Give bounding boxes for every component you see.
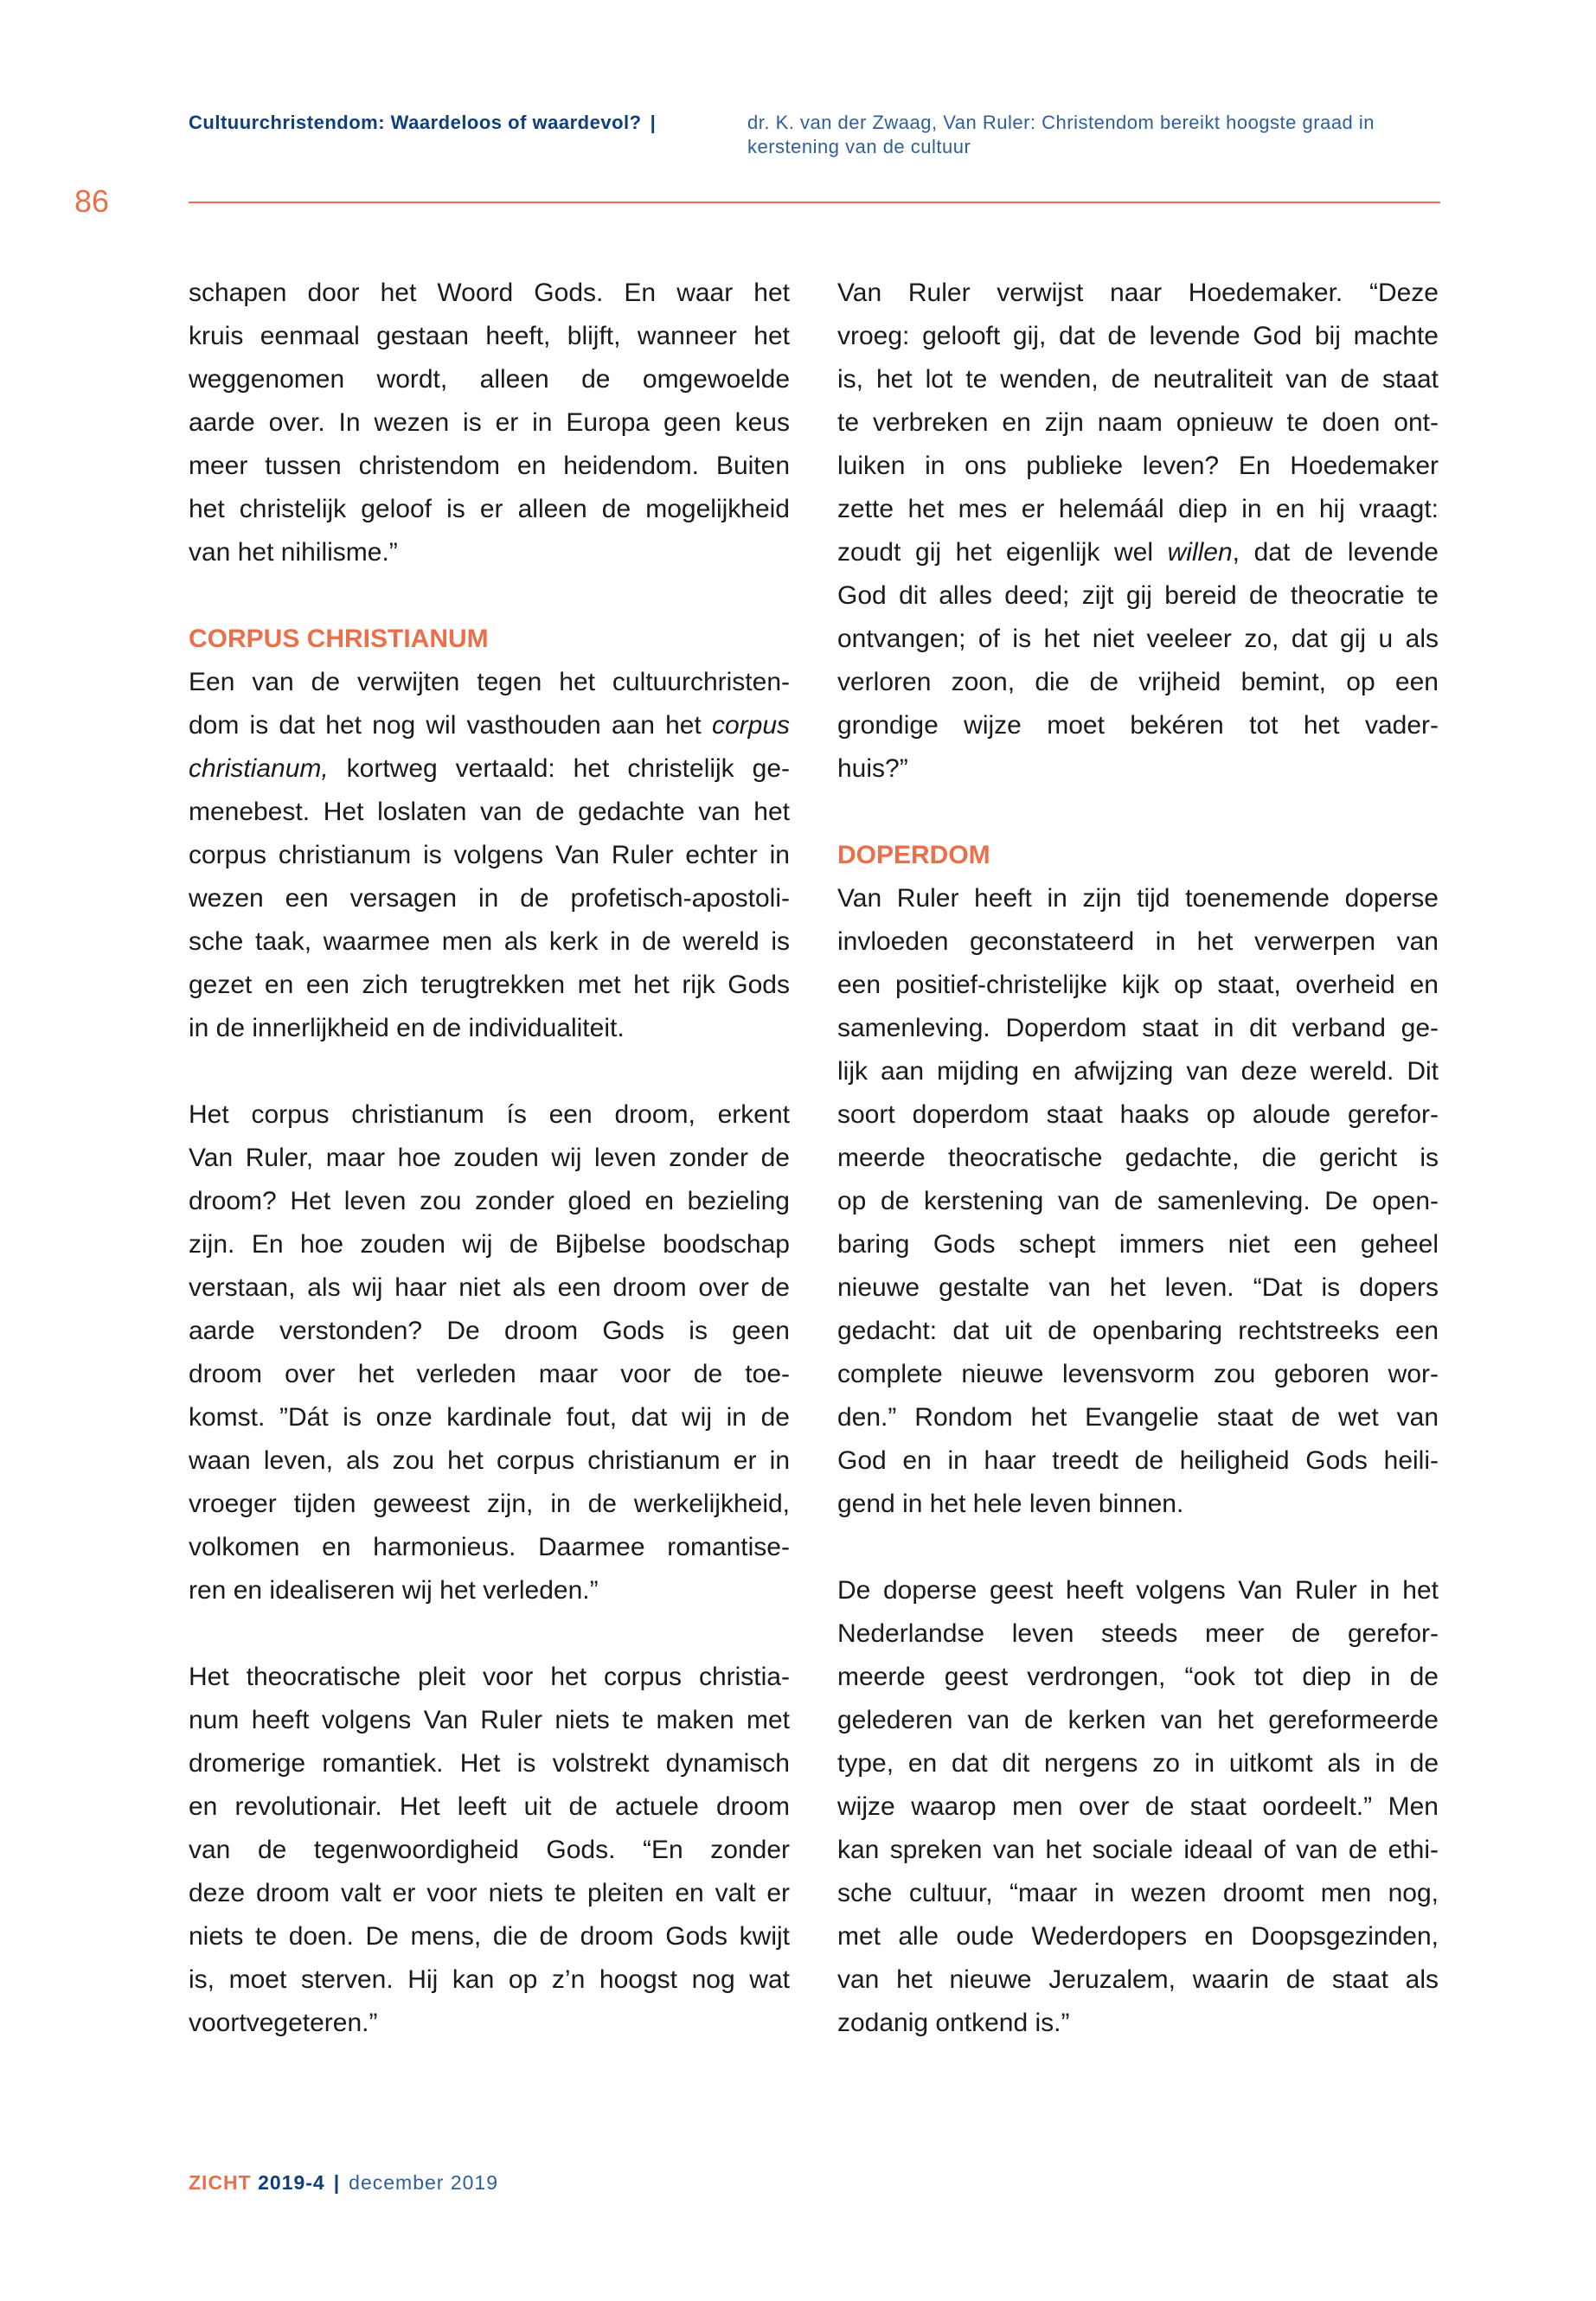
text-line [837,964,1439,1007]
text-line [189,1223,790,1266]
paragraph-gap [837,1526,1439,1569]
text-run: aarde over. In wezen is er in Europa geen keus [189,408,790,437]
text-line [837,1180,1439,1223]
text-line [189,1656,790,1699]
italic-text: christianum, [189,754,329,783]
text-line [189,1180,790,1223]
paragraph [189,661,790,1050]
right-column [837,272,1439,2045]
text-run: ontvangen; of is het niet veeleer zo, dat gij u als [837,625,1439,653]
text-run: vroeg: gelooft gij, dat de levende God bij machte [837,322,1439,350]
text-line [189,1007,790,1050]
text-run: van het nihilisme.” [189,538,398,567]
text-line [837,272,1439,315]
text-line [189,1093,790,1137]
footer-date: december 2019 [349,2171,499,2194]
text-run: zette het mes er helemáál diep in en hij vraagt: [837,495,1439,523]
text-line [189,1872,790,1915]
text-run: te verbreken en zijn naam opnieuw te doen ont- [837,408,1439,437]
text-run: dom is dat het nog wil vasthouden aan het [189,711,712,740]
text-line [837,401,1439,445]
text-run: zoudt gij het eigenlijk wel [837,538,1168,567]
text-run: zodanig ontkend is.” [837,2009,1070,2037]
text-line [189,747,790,791]
text-run: gend in het hele leven binnen. [837,1490,1184,1518]
text-line [189,964,790,1007]
text-run: verstaan, als wij haar niet als een droom over de [189,1273,790,1302]
text-run: sche cultuur, “maar in wezen droomt men nog, [837,1879,1439,1907]
text-run: ren en idealiseren wij het verleden.” [189,1576,599,1605]
text-run: kruis eenmaal gestaan heeft, blijft, wanneer het [189,322,790,350]
text-run: meerde theocratische gedachte, die gericht is [837,1144,1439,1172]
header-title: Cultuurchristendom: Waardeloos of waardevol? [189,112,642,133]
text-line [189,445,790,488]
text-run: op de kerstening van de samenleving. De open- [837,1187,1439,1215]
text-line [837,1872,1439,1915]
text-line [189,704,790,747]
text-run: waan leven, als zou het corpus christianum er in [189,1446,790,1475]
text-run: is, moet sterven. Hij kan op z’n hoogst nog wat [189,1965,790,1994]
text-line [837,1656,1439,1699]
text-line [189,1742,790,1785]
text-run: , dat de levende [1232,538,1439,567]
text-line [189,791,790,834]
text-run: God dit alles deed; zijt gij bereid de theocratie te [837,581,1439,610]
text-line [189,661,790,704]
text-run: Een van de verwijten tegen het cultuurchristen- [189,668,790,696]
text-line [189,401,790,445]
text-line [189,1829,790,1872]
text-line [837,920,1439,964]
text-run: lijk aan mijding en afwijzing van deze wereld. Dit [837,1057,1439,1086]
text-run: Van Ruler verwijst naar Hoedemaker. “Deze [837,279,1439,307]
text-run: Van Ruler, maar hoe zouden wij leven zonder de [189,1144,790,1172]
text-line [837,315,1439,358]
text-run: complete nieuwe levensvorm zou geboren wor- [837,1360,1439,1388]
text-line [189,920,790,964]
paragraph [189,1656,790,2045]
text-line [837,704,1439,747]
text-line [189,1310,790,1353]
footer-issue: 2019-4 [258,2171,325,2194]
text-run: meer tussen christendom en heidendom. Buiten [189,452,790,480]
text-line [189,1439,790,1483]
text-line [189,358,790,401]
text-line [837,1137,1439,1180]
paragraph [837,1569,1439,2045]
italic-text: willen [1167,538,1233,567]
page-number: 86 [74,183,110,219]
text-run: gedacht: dat uit de openbaring rechtstreeks een [837,1317,1439,1345]
text-run: menebest. Het loslaten van de gedachte van het [189,798,790,826]
text-run: en revolutionair. Het leeft uit de actuele droom [189,1792,790,1821]
paragraph-gap [189,1050,790,1093]
text-run: schapen door het Woord Gods. En waar het [189,279,790,307]
text-run: nieuwe gestalte van het leven. “Dat is dopers [837,1273,1439,1302]
text-run: met alle oude Wederdopers en Doopsgezinden, [837,1922,1439,1951]
text-line [189,1483,790,1526]
text-run: samenleving. Doperdom staat in dit verband ge- [837,1014,1439,1042]
text-run: niets te doen. De mens, die de droom Gods kwijt [189,1922,790,1951]
text-line [837,1223,1439,1266]
text-run: van het nieuwe Jeruzalem, waarin de staat als [837,1965,1439,1994]
paragraph [189,1093,790,1612]
text-line [837,747,1439,791]
text-run: De doperse geest heeft volgens Van Ruler in het [837,1576,1439,1605]
header-separator: | [650,112,657,133]
text-run: God en in haar treedt de heiligheid Gods heili- [837,1446,1439,1475]
section-heading: CORPUS CHRISTIANUM [189,625,489,653]
text-line [837,1310,1439,1353]
text-run: luiken in ons publieke leven? En Hoedemaker [837,452,1439,480]
text-line [189,1785,790,1829]
text-run: Het corpus christianum ís een droom, erkent [189,1100,790,1129]
text-run: verloren zoon, die de vrijheid bemint, op een [837,668,1439,696]
text-run: kortweg vertaald: het christelijk ge- [328,754,790,783]
footer-separator: | [333,2171,341,2194]
text-line [189,877,790,920]
text-line [189,531,790,574]
header-subtitle: dr. K. van der Zwaag, Van Ruler: Christendom bereikt hoogste graad in kerstening van de cultuur [747,112,1375,157]
text-line [189,1526,790,1569]
text-run: type, en dat dit nergens zo in uitkomt als in de [837,1749,1439,1778]
text-line [189,1569,790,1612]
text-run: het christelijk geloof is er alleen de mogelijkheid [189,495,790,523]
text-line [837,1829,1439,1872]
text-line [189,1958,790,2002]
text-run: komst. ”Dát is onze kardinale fout, dat wij in de [189,1403,790,1432]
text-run: voortvegeteren.” [189,2009,378,2037]
text-run: wezen een versagen in de profetisch-apostoli- [189,884,790,913]
text-run: kan spreken van het sociale ideaal of van de ethi- [837,1836,1439,1864]
text-run: Nederlandse leven steeds meer de gerefor- [837,1619,1439,1648]
text-line [837,1612,1439,1656]
text-run: in de innerlijkheid en de individualiteit. [189,1014,625,1042]
text-line [837,488,1439,531]
text-run: droom over het verleden maar voor de toe- [189,1360,790,1388]
text-line [189,315,790,358]
text-line [189,488,790,531]
footer-magazine: ZICHT [189,2171,252,2194]
text-run: gezet en een zich terugtrekken met het rijk Gods [189,971,790,999]
text-line [189,1137,790,1180]
text-line [837,1742,1439,1785]
paragraph [189,272,790,574]
text-run: Het theocratische pleit voor het corpus christia- [189,1663,790,1691]
text-line [837,1396,1439,1439]
text-line [837,1483,1439,1526]
text-run: sche taak, waarmee men als kerk in de wereld is [189,927,790,956]
left-column [189,272,790,2045]
text-run: van de tegenwoordigheid Gods. “En zonder [189,1836,790,1864]
text-line [837,1007,1439,1050]
text-run: corpus christianum is volgens Van Ruler echter in [189,841,790,869]
paragraph-gap [189,574,790,618]
text-line [837,1266,1439,1310]
text-run: den.” Rondom het Evangelie staat de wet van [837,1403,1439,1432]
text-run: droom? Het leven zou zonder gloed en bezieling [189,1187,790,1215]
text-line [837,358,1439,401]
text-line [189,1396,790,1439]
text-run: Van Ruler heeft in zijn tijd toenemende doperse [837,884,1439,913]
text-line [837,1050,1439,1093]
text-run: huis?” [837,754,908,783]
text-run: wijze waarop men over de staat oordeelt.” Men [837,1792,1439,1821]
text-line [189,2002,790,2045]
text-line [837,1353,1439,1396]
text-line [837,2002,1439,2045]
text-line [837,1439,1439,1483]
text-run: grondige wijze moet bekéren tot het vader- [837,711,1439,740]
text-run: gelederen van de kerken van het gereformeerde [837,1706,1439,1734]
header-rule [189,202,1440,203]
text-line [837,1569,1439,1612]
text-run: een positief-christelijke kijk op staat, overheid en [837,971,1439,999]
text-line [837,877,1439,920]
text-line [837,574,1439,618]
text-line [837,1785,1439,1829]
paragraph-gap [837,791,1439,834]
paragraph-gap [189,1612,790,1656]
section-heading: DOPERDOM [837,841,990,869]
text-line [189,1353,790,1396]
text-line [837,445,1439,488]
text-line [837,1699,1439,1742]
text-line [189,834,790,877]
running-header [189,111,664,135]
text-run: invloeden geconstateerd in het verwerpen van [837,927,1439,956]
paragraph [837,272,1439,791]
text-run: is, het lot te wenden, de neutraliteit van de staat [837,365,1439,394]
text-run: deze droom valt er voor niets te pleiten en valt er [189,1879,790,1907]
text-run: weggenomen wordt, alleen de omgewoelde [189,365,790,394]
text-line [837,661,1439,704]
text-run: meerde geest verdrongen, “ook tot diep in de [837,1663,1439,1691]
text-line [837,618,1439,661]
text-run: baring Gods schept immers niet een geheel [837,1230,1439,1259]
paragraph [837,877,1439,1526]
text-line [189,1266,790,1310]
text-run: aarde verstonden? De droom Gods is geen [189,1317,790,1345]
italic-text: corpus [711,711,790,740]
text-line [837,531,1439,574]
footer [189,2171,498,2195]
text-line [189,272,790,315]
text-run: vroeger tijden geweest zijn, in de werkelijkheid, [189,1490,790,1518]
text-run: soort doperdom staat haaks op aloude gerefor- [837,1100,1439,1129]
text-line [837,1093,1439,1137]
text-run: dromerige romantiek. Het is volstrekt dynamisch [189,1749,790,1778]
text-run: zijn. En hoe zouden wij de Bijbelse boodschap [189,1230,790,1259]
text-run: num heeft volgens Van Ruler niets te maken met [189,1706,790,1734]
text-line [189,1699,790,1742]
text-run: volkomen en harmonieus. Daarmee romantise- [189,1533,790,1561]
text-line [837,1915,1439,1958]
text-line [837,1958,1439,2002]
text-line [189,1915,790,1958]
